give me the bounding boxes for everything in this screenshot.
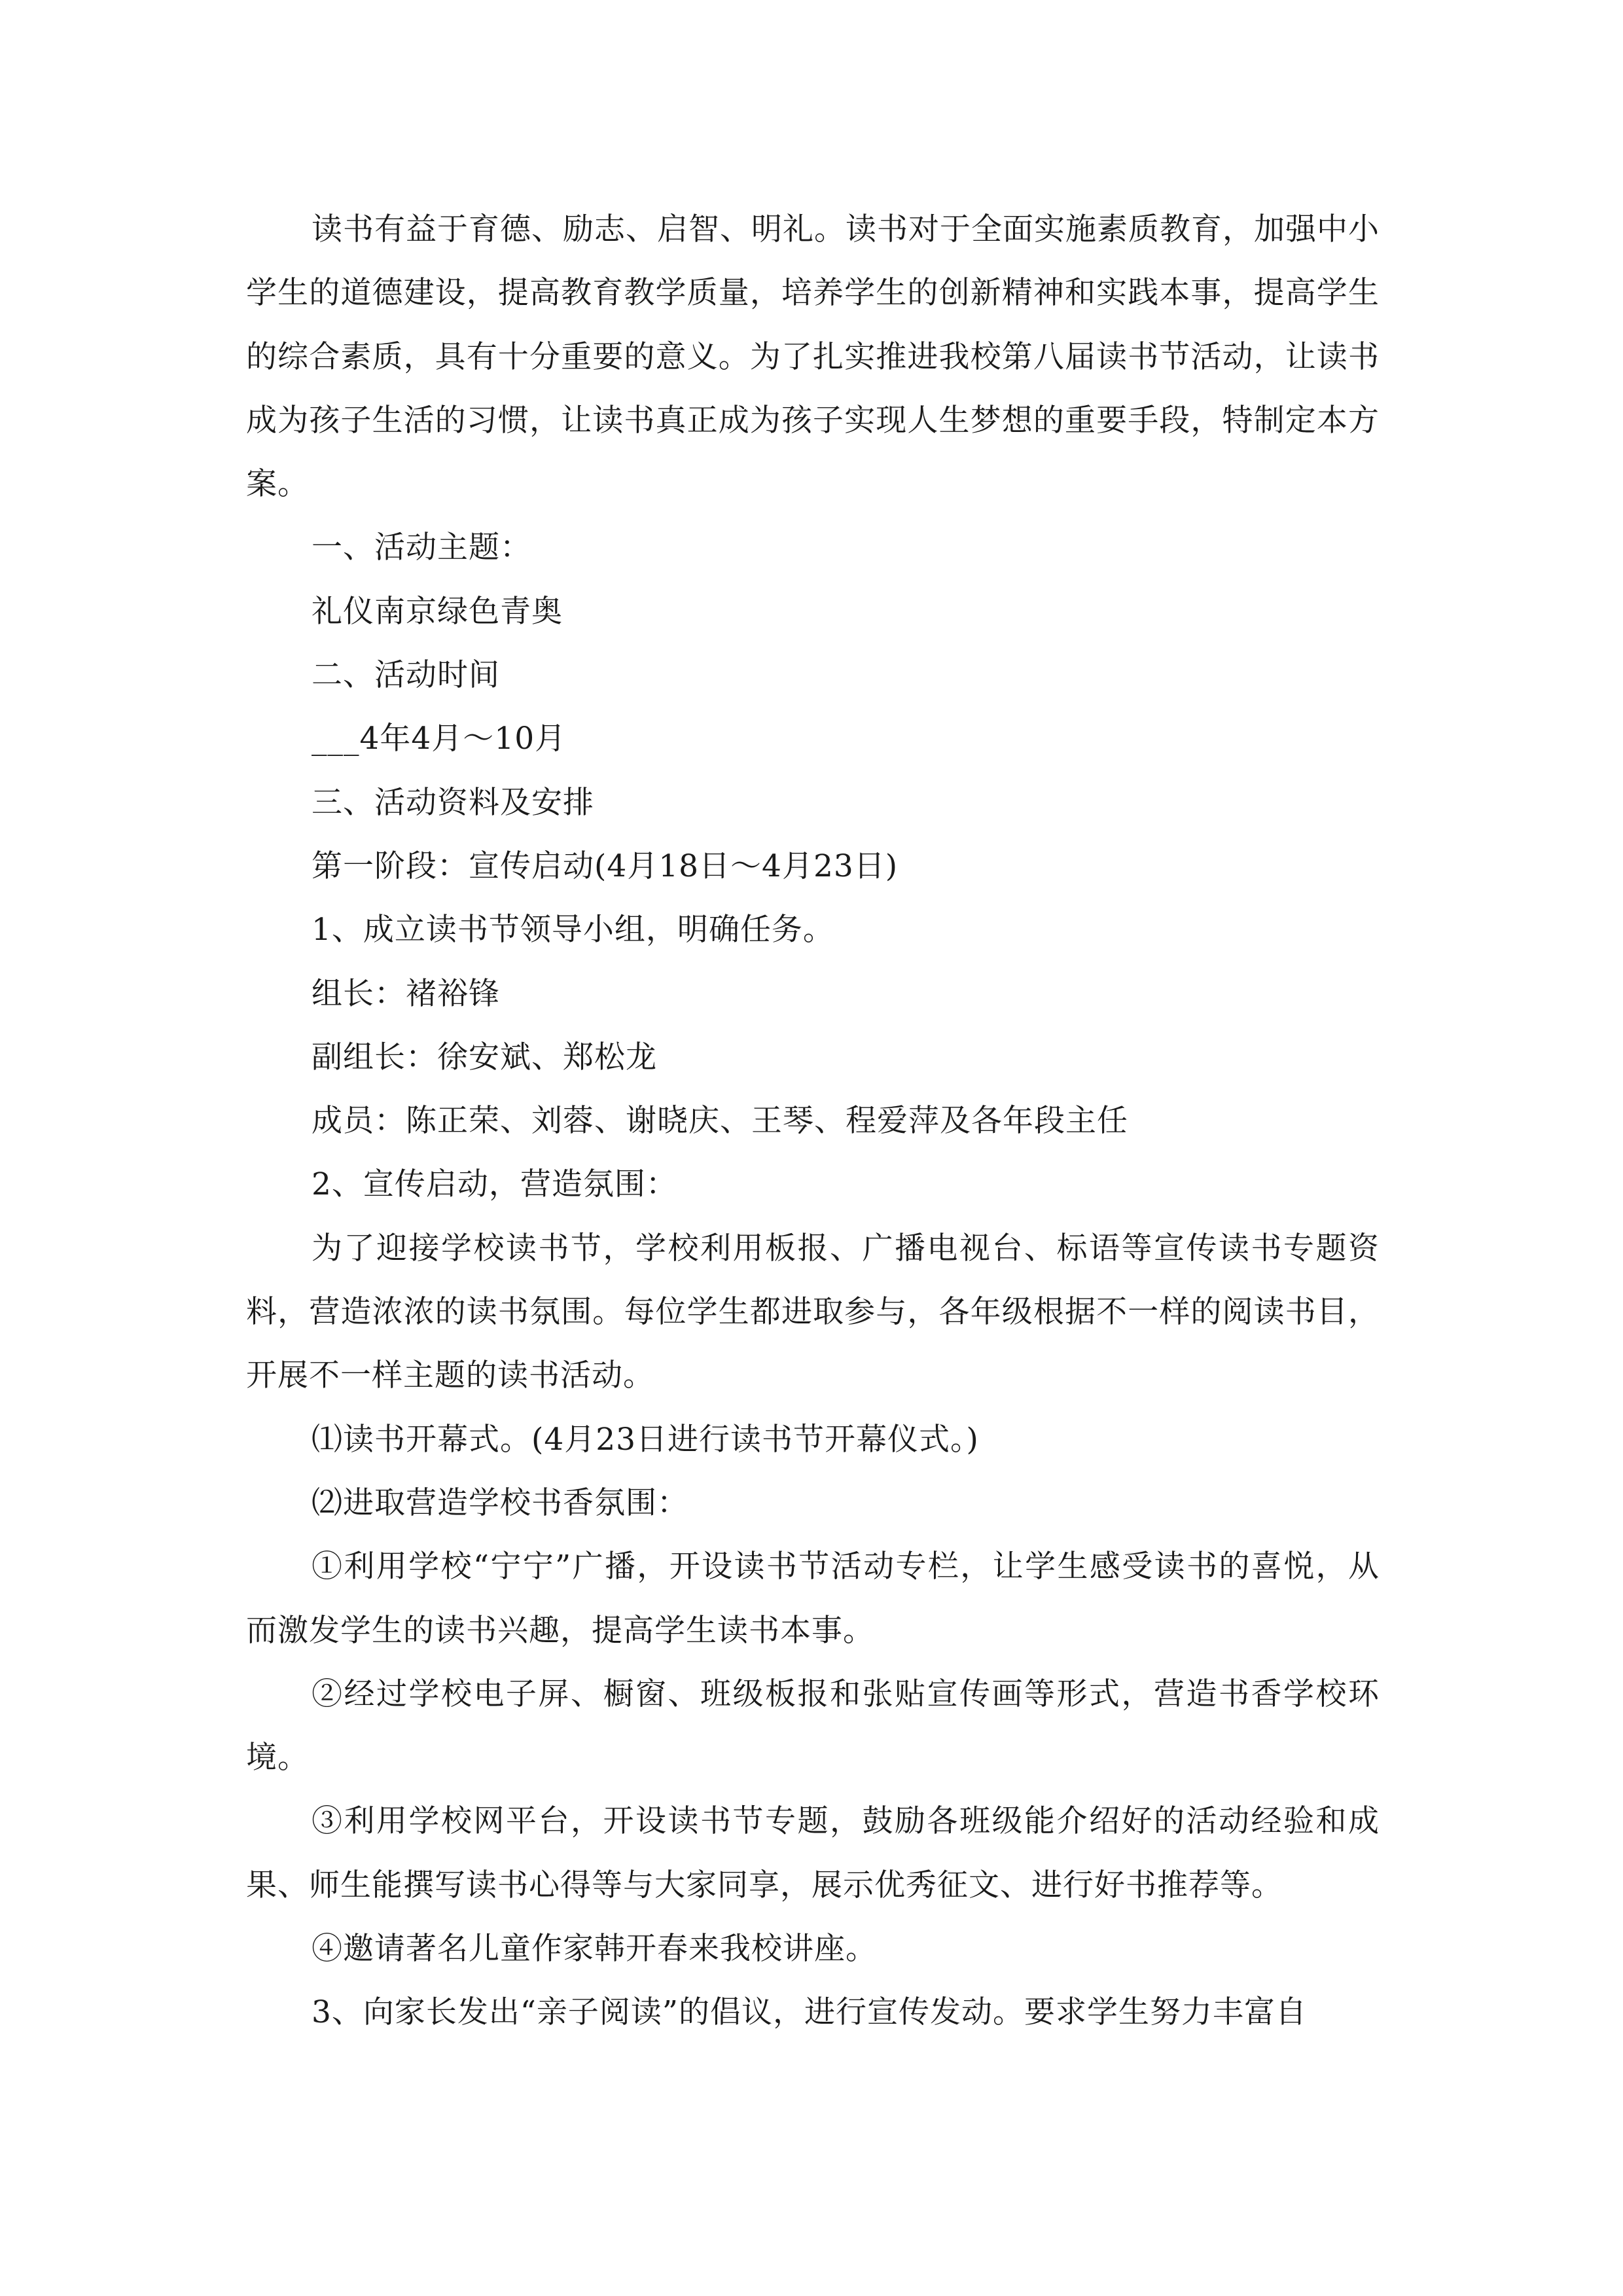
item-1: 1、成立读书节领导小组，明确任务。	[312, 912, 834, 948]
theme-text: 礼仪南京绿色青奥	[312, 593, 563, 630]
intro-paragraph: 读书有益于育德、励志、启智、明礼。读书对于全面实施素质教育，加强中小学生的道德建设，提高教育教学质量，培养学生的创新精神和实践本事，提高学生的综合素质，具有十分重要的意义。为了扎实推进我校第八届读书节活动，让读书成为孩子生活的习惯，让读书真正成为孩子实现人生梦想的重要手段，特制定本方案。	[246, 211, 1380, 503]
members: 成员：陈正荣、刘蓉、谢晓庆、王琴、程爱萍及各年段主任	[312, 1103, 1128, 1139]
sub-item-2: ⑵进取营造学校书香氛围：	[312, 1484, 688, 1521]
bullet-3: ③利用学校网平台，开设读书节专题，鼓励各班级能介绍好的活动经验和成果、师生能撰写读书心得等与大家同享，展示优秀征文、进行好书推荐等。	[246, 1803, 1380, 1903]
promotion-paragraph: 为了迎接学校读书节，学校利用板报、广播电视台、标语等宣传读书专题资料，营造浓浓的读书氛围。每位学生都进取参与，各年级根据不一样的阅读书目，开展不一样主题的读书活动。	[246, 1230, 1380, 1394]
document-body	[246, 198, 1380, 2045]
group-leader: 组长：褚裕锋	[312, 975, 500, 1012]
time-text: ___4年4月～10月	[312, 721, 567, 757]
item-2: 2、宣传启动，营造氛围：	[312, 1166, 677, 1203]
bullet-4: ④邀请著名儿童作家韩开春来我校讲座。	[312, 1931, 877, 1967]
bullet-1: ①利用学校“宁宁”广播，开设读书节活动专栏，让学生感受读书的喜悦，从而激发学生的读书兴趣，提高学生读书本事。	[246, 1549, 1380, 1649]
item-3: 3、向家长发出“亲子阅读”的倡议，进行宣传发动。要求学生努力丰富自	[312, 1994, 1307, 2031]
section-heading-theme: 一、活动主题：	[312, 529, 531, 566]
phase-one-heading: 第一阶段：宣传启动(4月18日～4月23日)	[312, 848, 899, 884]
section-heading-content: 三、活动资料及安排	[312, 784, 594, 821]
bullet-2: ②经过学校电子屏、橱窗、班级板报和张贴宣传画等形式，营造书香学校环境。	[246, 1676, 1380, 1776]
section-heading-time: 二、活动时间	[312, 657, 500, 694]
sub-item-1: ⑴读书开幕式。(4月23日进行读书节开幕仪式。)	[312, 1421, 979, 1458]
deputy-leaders: 副组长：徐安斌、郑松龙	[312, 1039, 657, 1075]
